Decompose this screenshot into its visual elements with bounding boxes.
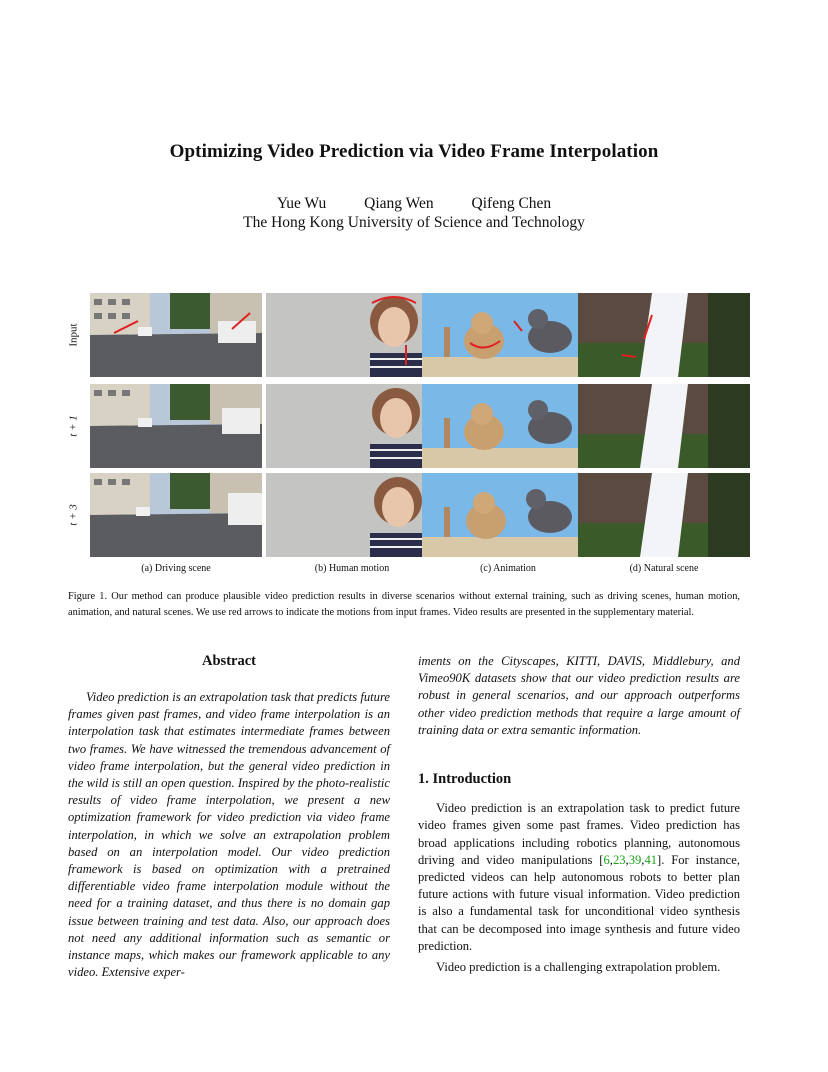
affiliation: The Hong Kong University of Science and Technology xyxy=(243,214,585,231)
human-motion-t1-image xyxy=(266,384,438,468)
driving-scene-input-image xyxy=(90,293,262,377)
introduction-heading: 1. Introduction xyxy=(418,771,512,788)
introduction-paragraph-2: Video prediction is a challenging extrapolation problem. xyxy=(436,960,721,975)
row-label-t3: t + 3 xyxy=(67,504,80,526)
abstract-text: Video prediction is an extrapolation task that predicts future frames given past frames, and video frame interpolation is an interpolation task that estimates intermediate frames between two frames. We have witnessed the tremendous advancement of video frame interpolation, but the general video prediction in the wild is still an open question. Inspired by the photo-realistic results of video frame interpolation, we present a new optimization framework for video prediction via video frame interpolation, in which we solve an extrapolation problem based on an interpolation model. Our video prediction framework is based on optimization with a pretrained differentiable video frame interpolation module without the need for a training dataset, and thus there is no domain gap issue between training and test data. Also, our approach does not need any additional information such as semantic or instance maps, which makes our framework applicable to any video. Extensive exper- xyxy=(68,690,390,980)
row-label-input: Input xyxy=(67,323,80,347)
figure-caption: Figure 1. Our method can produce plausible video prediction results in diverse scenarios without external training, such as driving scenes, human motion, animation, and natural scenes. We use red arrows to indicate the motions from input frames. Video results are presented in the supplementary material. xyxy=(68,591,740,618)
citation-link[interactable]: 39 xyxy=(628,852,642,867)
animation-t1-image xyxy=(422,384,594,468)
author-list xyxy=(0,195,828,213)
row-label-t1: t + 1 xyxy=(67,415,80,437)
abstract-heading: Abstract xyxy=(202,653,256,669)
introduction-paragraph: Video prediction is an extrapolation task to predict future video frames given some past frames. Video prediction has broad applications including robotics planning, autonomous driving and video manipulations [6,23,39,41]. For instance, predicted videos can help autonomous robots to better plan future actions with future visual information. Video prediction is also a fundamental task for unconditional video synthesis that can be decomposed into image synthesis and future video prediction. xyxy=(418,801,740,953)
human-motion-input-image xyxy=(266,293,438,377)
column-label-natural: (d) Natural scene xyxy=(629,563,699,574)
author-name: Yue Wu xyxy=(276,195,327,212)
left-column xyxy=(68,653,390,981)
animation-input-image xyxy=(422,293,594,377)
animation-t3-image xyxy=(422,473,594,557)
citation-link[interactable]: 23 xyxy=(612,852,626,867)
natural-scene-t3-image xyxy=(578,473,750,557)
abstract-continuation: iments on the Cityscapes, KITTI, DAVIS, Middlebury, and Vimeo90K datasets show that our video prediction results are robust in general scenarios, and our approach outperforms other video prediction methods that require a large amount of training data or extra semantic information. xyxy=(418,654,740,737)
column-label-human: (b) Human motion xyxy=(314,563,390,574)
column-label-driving: (a) Driving scene xyxy=(141,563,211,574)
natural-scene-input-image xyxy=(578,293,750,377)
right-column xyxy=(418,653,740,976)
natural-scene-t1-image xyxy=(578,384,750,468)
citation-link[interactable]: 6 xyxy=(603,852,610,867)
author-name: Qifeng Chen xyxy=(471,195,552,212)
paper-title: Optimizing Video Prediction via Video Frame Interpolation xyxy=(169,141,659,162)
citation-link[interactable]: 41 xyxy=(644,852,658,867)
human-motion-t3-image xyxy=(266,473,438,557)
driving-scene-t1-image xyxy=(90,384,262,468)
author-name: Qiang Wen xyxy=(364,195,434,212)
figure-1 xyxy=(60,293,750,583)
column-label-animation: (c) Animation xyxy=(480,563,536,574)
driving-scene-t3-image xyxy=(90,473,262,557)
